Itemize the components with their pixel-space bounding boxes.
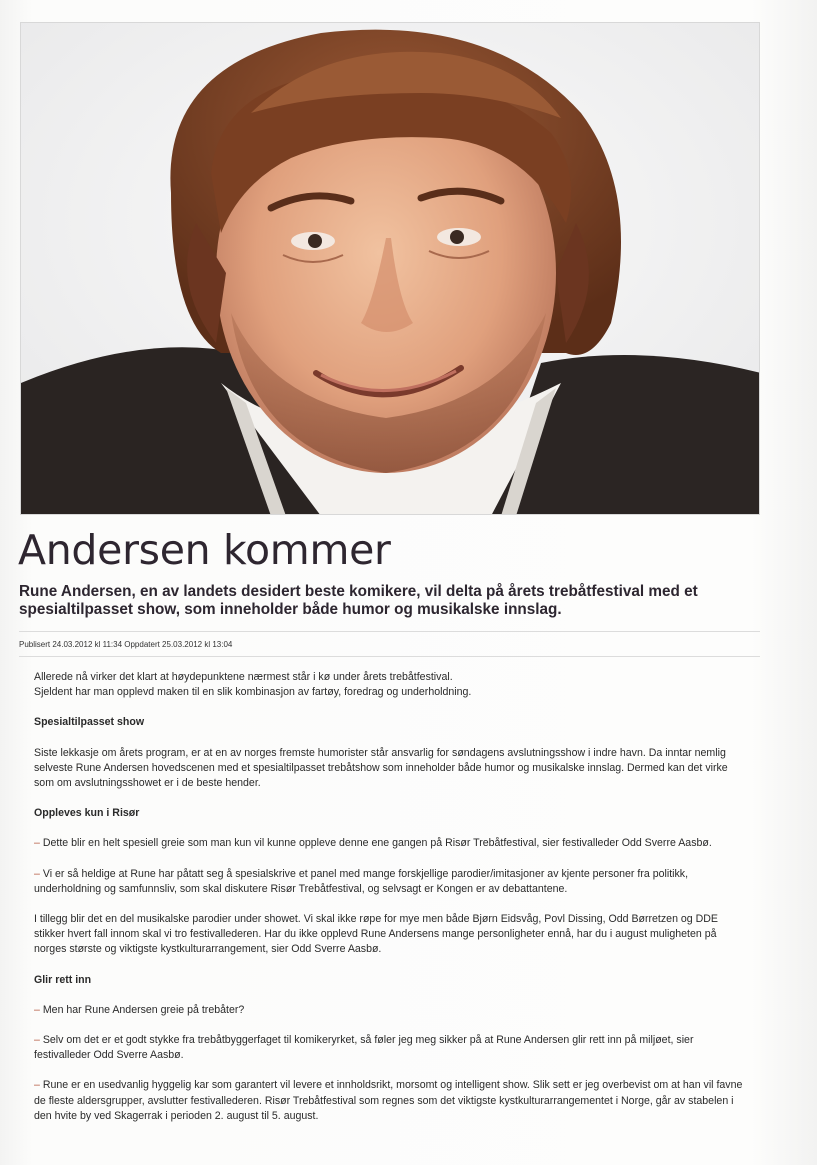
quote-dash: – (34, 1003, 40, 1016)
intro-line: Sjeldent har man opplevd maken til en slik kombinasjon av fartøy, foredrag og underholdning. (34, 686, 472, 699)
meta-divider-top (19, 631, 760, 632)
publish-meta: Publisert 24.03.2012 kl 11:34 Oppdatert 25.03.2012 kl 13:04 (19, 640, 233, 649)
quote-dash: – (34, 867, 40, 880)
quote-text: Selv om det er et godt stykke fra trebåtbyggerfaget til komikeryrket, så føler jeg meg sikker på at Rune Andersen glir rett inn på miljøet, sier festivalleder Odd Sverre Aasbø. (34, 1034, 694, 1062)
quote-dash: – (34, 837, 40, 850)
quote-text: Vi er så heldige at Rune har påtatt seg å spesialskrive et panel med mange forskjellige parodier/imitasjoner av kjente personer fra politikk, underholdning og samfunnsliv, som skal diskutere Risør Trebåtfestival, og selvsagt er Kongen er av debattantene. (34, 867, 689, 895)
portrait-photo (20, 22, 760, 515)
section-heading: Glir rett inn (34, 973, 92, 986)
section-heading: Oppleves kun i Risør (34, 807, 140, 820)
portrait-illustration (21, 23, 760, 515)
quote-paragraph (34, 1003, 750, 1018)
quote-text: Men har Rune Andersen greie på trebåter? (39, 1003, 245, 1016)
intro-line: Allerede nå virker det klart at høydepunktene nærmest står i kø under årets trebåtfestival. (34, 671, 453, 683)
meta-divider-bottom (19, 656, 760, 657)
quote-dash: – (34, 1079, 40, 1092)
article-headline: Andersen kommer (18, 526, 391, 574)
quote-text: Dette blir en helt spesiell greie som man kun vil kunne oppleve denne ene gangen på Risør Trebåtfestival, sier festivalleder Odd Sverre Aasbø. (39, 837, 712, 850)
quote-text: Rune er en usedvanlig hyggelig kar som garantert vil levere et innholdsrikt, morsomt og intelligent show. Slik sett er jeg overbevist om at han vil favne de fleste aldersgrupper, avslutter festivallederen. Risør Trebåtfestival som regnes som det viktigste kystkulturarrangementet i Norge, går av stabelen i den hvite by ved Skagerrak i perioden 2. august til 5. august. (34, 1079, 743, 1122)
quote-paragraph (34, 836, 750, 851)
paragraph: I tillegg blir det en del musikalske parodier under showet. Vi skal ikke røpe for mye men både Bjørn Eidsvåg, Povl Dissing, Odd Børretzen og DDE stikker hvert fall innom skal vi tro festivallederen. Har du ikke opplevd Rune Andersens mange personligheter ennå, har du i august muligheten på norges største og viktigste kystkulturarrangement, sier Odd Sverre Aasbø. (34, 913, 718, 956)
article-lede: Rune Andersen, en av landets desidert beste komikere, vil delta på årets trebåtfestival med et spesialtilpasset show, som inneholder både humor og musikalske innslag. (19, 583, 698, 618)
section-heading: Spesialtilpasset show (34, 716, 145, 729)
quote-paragraph (34, 1033, 750, 1063)
article-body (34, 670, 750, 1124)
quote-paragraph (34, 867, 750, 897)
paragraph: Siste lekkasje om årets program, er at en av norges fremste humorister står ansvarlig for søndagens avslutningsshow i indre havn. Da inntar nemlig selveste Rune Andersen hovedscenen med et spesialtilpasset trebåtshow som inneholder både humor og musikalske innslag. Dermed kan det virke som om avslutningsshowet er i de beste hender. (34, 746, 728, 790)
quote-paragraph (34, 1078, 750, 1124)
quote-dash: – (34, 1034, 40, 1047)
